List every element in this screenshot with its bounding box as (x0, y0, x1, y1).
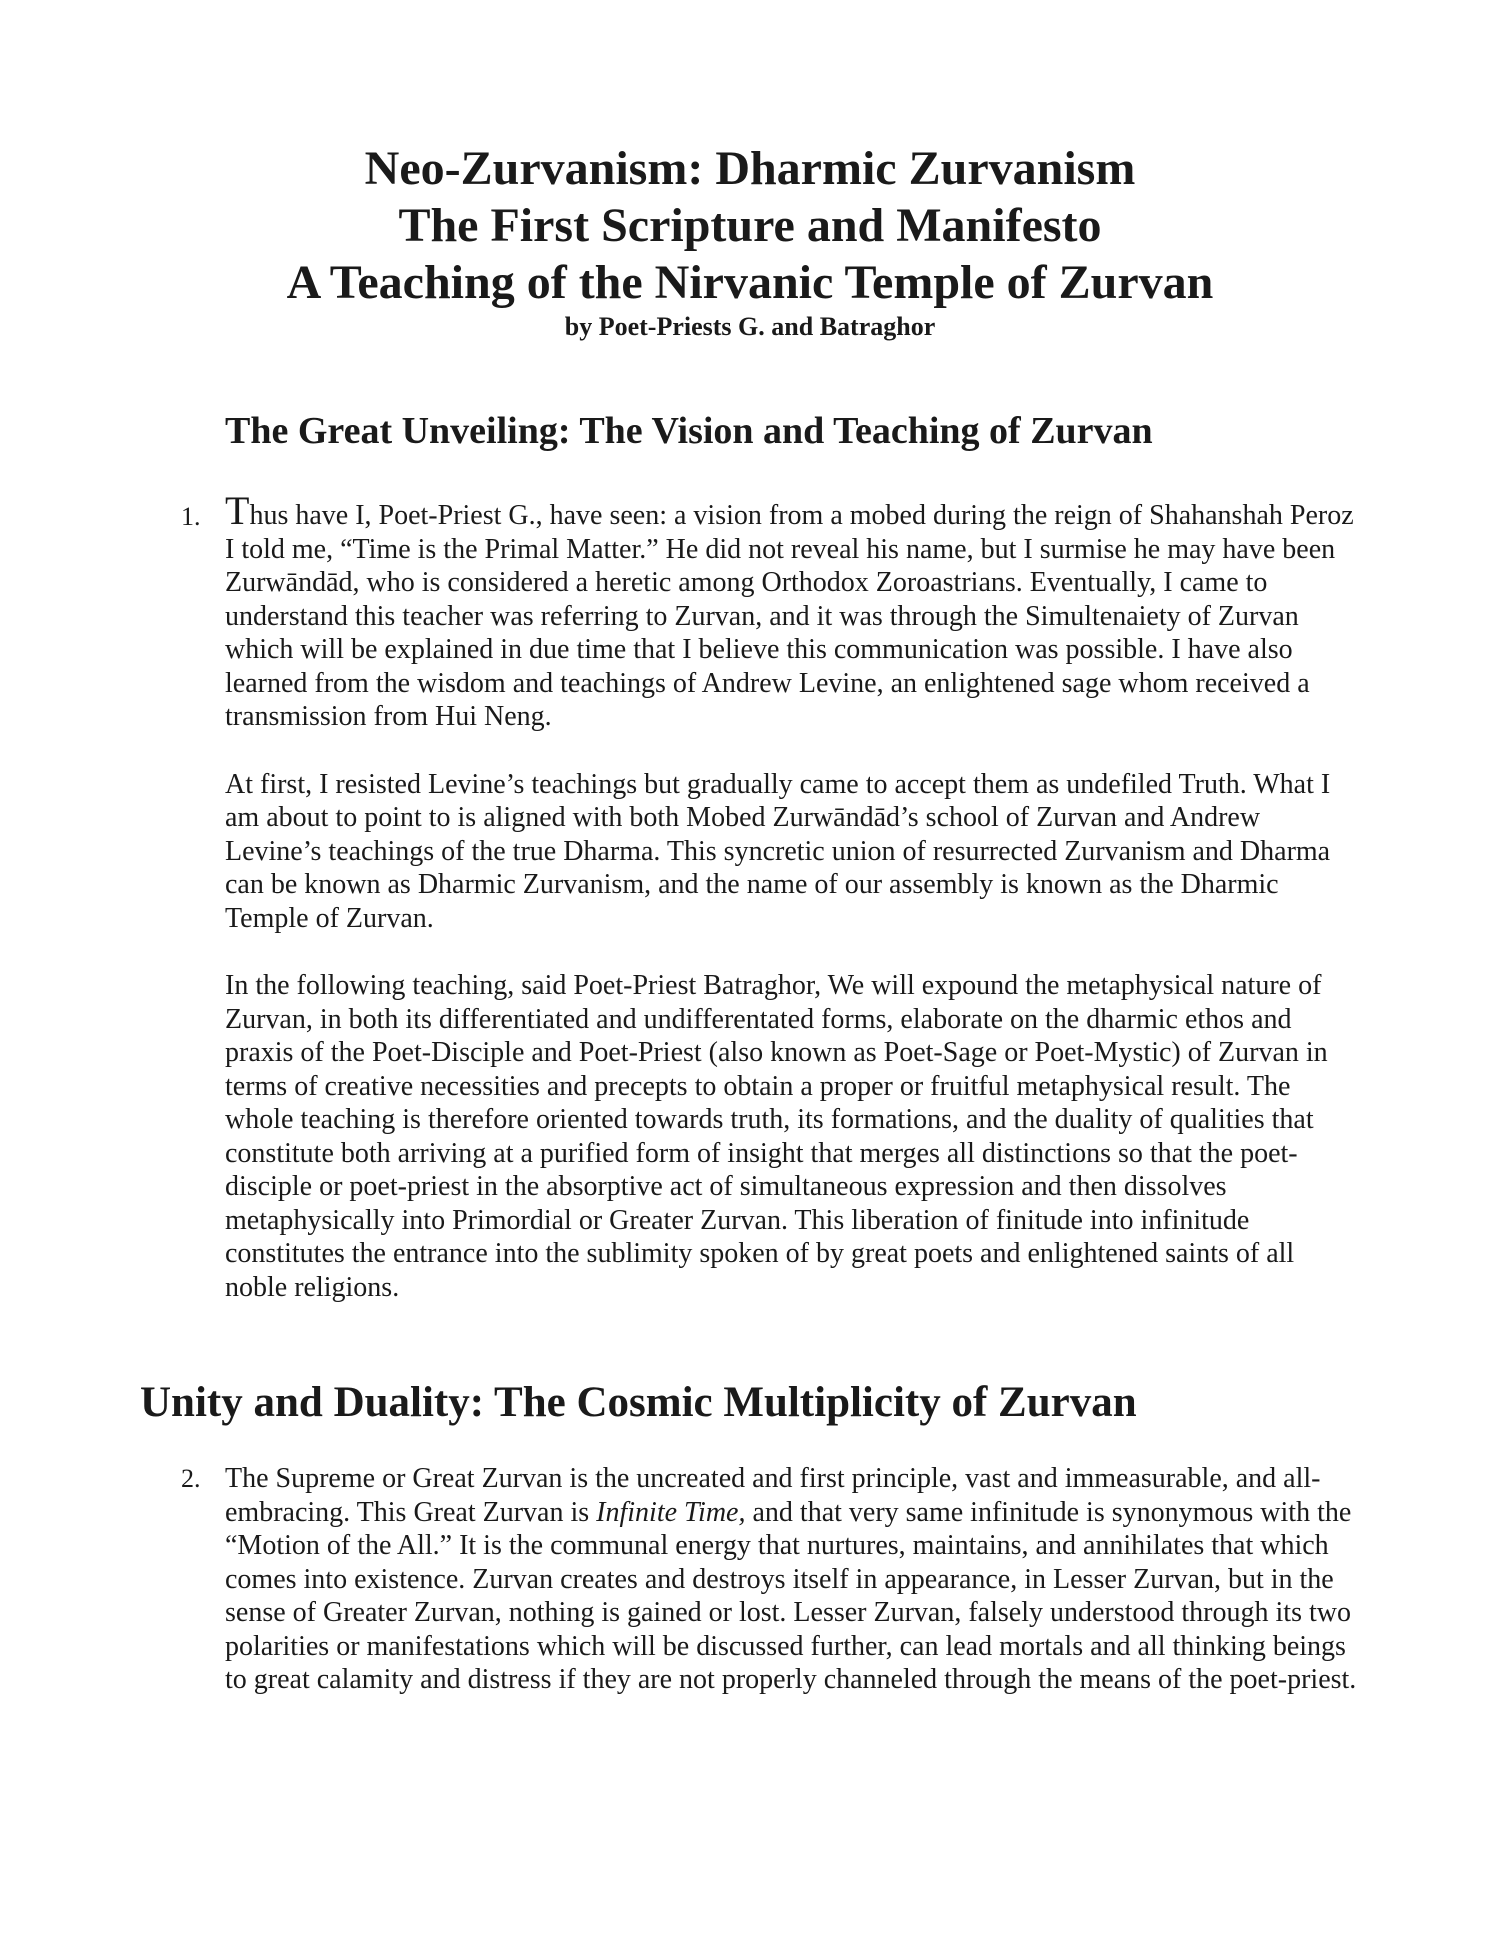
section-1-paragraph-1-text: hus have I, Poet-Priest G., have seen: a vision from a mobed during the reign of Shahanshah Peroz I told me, “Time is the Primal Matter.” He did not reveal his name, but I surmise he may have been Zurwāndād, who is considered a heretic among Orthodox Zoroastrians. Eventually, I came to understand this teacher was referring to Zurvan, and it was through the Simultenaiety of Zurvan which will be explained in due time that I believe this communication was possible. I have also learned from the wisdom and teachings of Andrew Levine, an enlightened sage whom received a transmission from Hui Neng. (225, 500, 1354, 732)
section-2-paragraph-1-text-b: and that very same infinitude is synonymous with the “Motion of the All.” It is the communal energy that nurtures, maintains, and annihilates that which comes into existence. Zurvan creates and destroys itself in appearance, in Lesser Zurvan, but in the sense of Greater Zurvan, nothing is gained or lost. Lesser Zurvan, falsely understood through its two polarities or manifestations which will be discussed further, can lead mortals and all thinking beings to great calamity and distress if they are not properly channeled through the means of the poet-priest. (225, 1496, 1357, 1695)
title-line-3: A Teaching of the Nirvanic Temple of Zurvan (286, 256, 1214, 309)
section-1-paragraph-2: At first, I resisted Levine’s teachings but gradually came to accept them as undefiled Truth. What I am about to point to is aligned with both Mobed Zurwāndād’s school of Zurvan and Andrew Levine’s teachings of the true Dharma. This syncretic union of resurrected Zurvanism and Dharma can be known as Dharmic Zurvanism, and the name of our assembly is known as the Dharmic Temple of Zurvan. (225, 768, 1331, 934)
title-block (0, 140, 1500, 343)
section-2-heading: Unity and Duality: The Cosmic Multiplicity of Zurvan (140, 1379, 1137, 1426)
item-number-2: 2. (181, 1464, 201, 1493)
infinite-time-emphasis: Infinite Time, (596, 1496, 746, 1528)
title-line-1: Neo-Zurvanism: Dharmic Zurvanism (364, 142, 1136, 195)
item-number-1: 1. (181, 502, 201, 531)
section-1-heading: The Great Unveiling: The Vision and Teaching of Zurvan (225, 410, 1153, 452)
section-2-paragraph-1 (225, 1462, 1360, 1697)
section-1-paragraph-3: In the following teaching, said Poet-Priest Batraghor, We will expound the metaphysical nature of Zurvan, in both its differentiated and undifferentated forms, elaborate on the dharmic ethos and praxis of the Poet-Disciple and Poet-Priest (also known as Poet-Sage or Poet-Mystic) of Zurvan in terms of creative necessities and precepts to obtain a proper or fruitful metaphysical result. The whole teaching is therefore oriented towards truth, its formations, and the duality of qualities that constitute both arriving at a purified form of insight that merges all distinctions so that the poet-disciple or poet-priest in the absorptive act of simultaneous expression and then dissolves metaphysically into Primordial or Greater Zurvan. This liberation of finitude into infinitude constitutes the entrance into the sublimity spoken of by great poets and enlightened saints of all noble religions. (225, 970, 1328, 1303)
section-1-paragraph-1 (225, 488, 1360, 734)
drop-cap: T (225, 488, 250, 533)
title-line-2: The First Scripture and Manifesto (398, 199, 1102, 252)
byline: by Poet-Priests G. and Batraghor (564, 312, 936, 341)
section-2-paragraph-1-text-a: The Supreme or Great Zurvan is the uncreated and first principle, vast and immeasurable, and all-embracing. This Great Zurvan is (225, 1463, 1321, 1528)
section-1-body (225, 488, 1360, 1304)
section-2-body (225, 1462, 1360, 1697)
